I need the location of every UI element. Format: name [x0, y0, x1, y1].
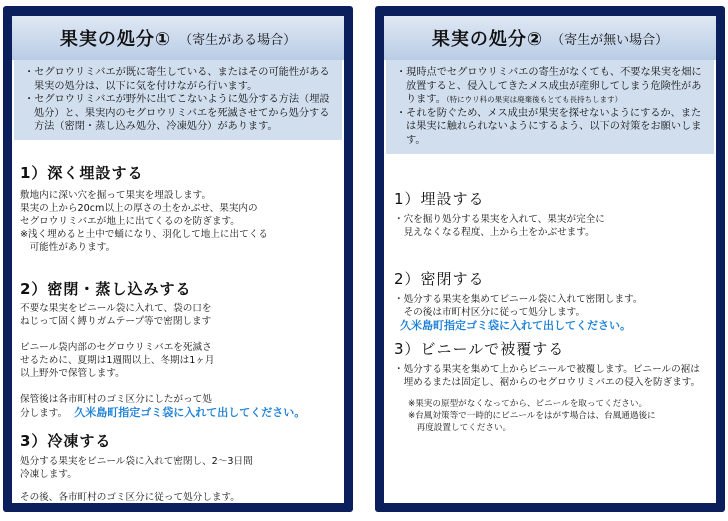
right-intro-small-note: （特にウリ科の果実は廃棄後もとても長持ちします） — [445, 95, 623, 105]
left-highlight-text: 久米島町指定ゴミ袋に入れて出してください。 — [74, 406, 306, 419]
body-line-with-highlight — [20, 406, 340, 420]
body-line: 見えなくなる程度、上から土をかぶせます。 — [394, 227, 595, 238]
left-section-2-heading: 2）密閉・蒸し込みする — [20, 280, 192, 298]
right-section-3-heading: 3）ビニールで被覆する — [394, 340, 565, 358]
left-title: 果実の処分① — [59, 29, 172, 50]
body-line: 敷地内に深い穴を掘って果実を埋設します。 — [20, 190, 212, 201]
body-line: 可能性があります。 — [20, 242, 116, 253]
left-section-3-body — [20, 455, 340, 503]
body-line: せるために、夏期は1週間以上、冬期は1ヶ月 — [20, 355, 215, 366]
left-panel — [3, 6, 353, 512]
body-line — [20, 328, 340, 341]
right-section-2 — [394, 268, 714, 332]
body-line: ねじって固く縛りガムテープ等で密閉します — [20, 316, 212, 327]
right-title-band — [384, 16, 716, 60]
body-line: ・穴を掘り処分する果実を入れて、果実が完全に — [394, 214, 605, 225]
right-intro-bullet-2: ・それを防ぐため、メス成虫が果実を探せないようにするか、または果実に触れられないようにするよう、以下の対策をお願いします。 — [396, 107, 702, 146]
right-intro-box — [386, 60, 714, 154]
body-line: 保管後は各市町村のゴミ区分にしたがって処 — [20, 394, 212, 405]
body-line: その後、各市町村のゴミ区分に従って処分します。 — [20, 492, 240, 503]
note-line: 再度設置してください。 — [408, 423, 512, 433]
left-title-band — [12, 16, 344, 60]
body-line: ※浅く埋めると土中で蛹になり、羽化して地上に出てくる — [20, 229, 268, 240]
left-section-1 — [20, 162, 340, 254]
right-section-3 — [394, 338, 716, 434]
body-line: ・処分する果実を集めてビニール袋に入れて密閉します。 — [394, 294, 643, 305]
left-section-1-heading: 1）深く埋設する — [20, 164, 144, 182]
right-section-1 — [394, 188, 714, 239]
right-title: 果実の処分② — [431, 29, 544, 50]
left-section-3 — [20, 430, 340, 503]
left-panel-content — [12, 16, 344, 503]
right-highlight-text: 久米島町指定ゴミ袋に入れて出してください。 — [400, 319, 631, 332]
right-section-3-notes — [394, 398, 716, 434]
right-panel-content — [384, 16, 716, 503]
right-panel — [375, 6, 725, 512]
body-line: その後は市町村区分に従って処分します。 — [394, 307, 586, 318]
left-section-1-body — [20, 189, 340, 254]
body-line: 分します。 — [20, 408, 68, 419]
body-line: セグロウリミバエが地上に出てくるのを防ぎます。 — [20, 216, 240, 227]
body-line: ・処分する果実を集めて上からビニールで被覆します。ビニールの裾は — [394, 364, 700, 375]
body-line — [20, 380, 340, 393]
right-section-2-body — [394, 293, 714, 332]
right-intro-bullet-1 — [396, 66, 704, 107]
left-section-2 — [20, 278, 340, 420]
note-line: ※果実の原型がなくなってから、ビニールを取ってください。 — [408, 399, 648, 409]
right-section-1-body — [394, 213, 714, 239]
right-intro-bullet-1-text: ・現時点でセグロウリミバエの寄生がなくても、不要な果実を畑に放置すると、侵入してきたメス成虫が産卵してしまう危険性があります。 — [396, 67, 702, 106]
left-intro-bullet-1: ・セグロウリミバエが既に寄生している、またはその可能性がある果実の処分は、以下に気を付けながら行います。 — [24, 67, 330, 92]
note-line: ※台風対策等で一時的にビニールをはがす場合は、台風通過後に — [408, 411, 656, 421]
body-line: 以上野外で保管します。 — [20, 368, 125, 379]
left-subtitle: （寄生がある場合） — [179, 32, 297, 48]
body-line: 果実の上から20cm以上の厚さの土をかぶせ、果実内の — [20, 203, 258, 214]
left-intro-box — [14, 60, 342, 140]
body-line: 埋めるまたは固定し、裾からのセグロウリミバエの侵入を防ぎます。 — [394, 377, 701, 388]
left-section-2-body — [20, 302, 340, 420]
body-line — [20, 481, 340, 491]
right-section-2-heading: 2）密閉する — [394, 270, 485, 288]
right-section-1-heading: 1）埋設する — [394, 190, 485, 208]
right-subtitle: （寄生が無い場合） — [551, 32, 669, 48]
right-section-3-body — [394, 363, 716, 389]
body-line: ビニール袋内部のセグロウリミバエを死滅さ — [20, 342, 212, 353]
body-line: 不要な果実をビニール袋に入れて、袋の口を — [20, 303, 212, 314]
body-line: 冷凍します。 — [20, 469, 77, 480]
left-section-3-heading: 3）冷凍する — [20, 432, 112, 450]
left-intro-bullet-2: ・セグロウリミバエが野外に出てこないように処分する方法（埋設処分）と、果実内のセグロウリミバエを死滅させてから処分する方法（密閉・蒸し込み処分、冷凍処分）があります。 — [24, 94, 330, 133]
body-line: 処分する果実をビニール袋に入れて密閉し、2～3日間 — [20, 456, 253, 467]
